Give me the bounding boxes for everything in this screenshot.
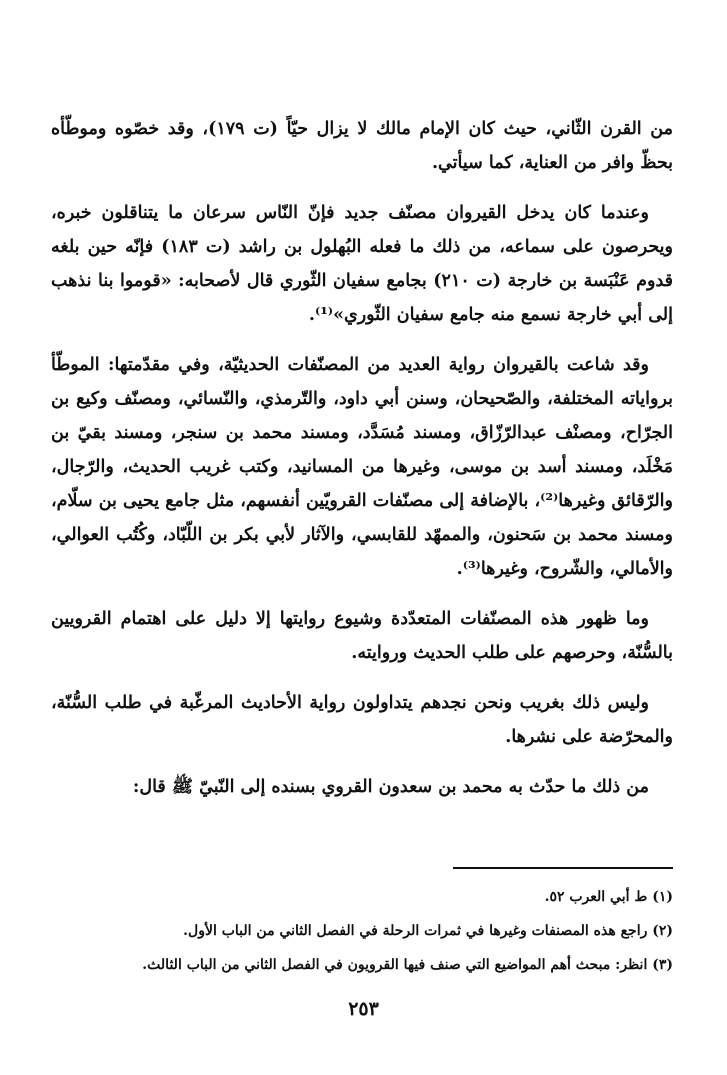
footnote-2: (٢) راجع هذه المصنفات وغيرها في ثمرات الرحلة في الفصل الثاني من الباب الأول.: [183, 923, 673, 939]
paragraph-6: من ذلك ما حدّث به محمد بن سعدون القروي بسنده إلى النّبيّ ﷺ قال:: [132, 777, 649, 797]
paragraph-2: وعندما كان يدخل القيروان مصنّف جديد فإنّ النّاس سرعان ما يتناقلون خبره، ويحرصون على سماعه، من ذلك ما فعله البُهلول بن راشد (ت ١٨٣) فإنّه حين بلغه قدوم عَنْبَسة بن خارجة (ت ٢١٠) بجامع سفيان الثّوري قال لأصحابه: «قوموا بنا نذهب إلى أبي خارجة نسمع منه جامع سفيان الثّوري»⁽¹⁾.: [51, 203, 673, 325]
paragraph-1: من القرن الثّاني، حيث كان الإمام مالك لا يزال حيّاً (ت ١٧٩)، وقد خصّوه وموطّأه بحظّ وافر من العناية، كما سيأتي.: [51, 119, 673, 173]
footnotes: [51, 880, 673, 982]
paragraph-3: وقد شاعت بالقيروان رواية العديد من المصنّفات الحديثيّة، وفي مقدّمتها: الموطّأ برواياته المختلفة، والصّحيحان، وسنن أبي داود، والتّرمذي، والنّسائي، ومصنّف وكيع بن الجرّاح، ومصنْف عبدالرّزّاق، ومسند مُسَدَّد، ومسند محمد بن سنجر، ومسند بقيّ بن مَخْلَد، ومسند أسد بن موسى، وغيرها من المسانيد، وكتب غريب الحديث، والرّجال، والرّقائق وغيرها⁽²⁾، بالإضافة إلى مصنّفات القرويّين أنفسهم، مثل جامع يحيى بن سلّام، ومسند محمد بن سَحنون، والممهّد للقابسي، والآثار لأبي بكر بن اللّبّاد، وكُتُب العوالي، والأمالي، والشّروح، وغيرها⁽³⁾.: [51, 355, 673, 579]
paragraph-4: وما ظهور هذه المصنّفات المتعدّدة وشيوع روايتها إلا دليل على اهتمام القرويين بالسُّنّة، وحرصهم على طلب الحديث وروايته.: [51, 609, 673, 663]
footnote-1: (١) ط أبي العرب ٥٢.: [544, 889, 673, 905]
footnote-3: (٣) انظر: مبحث أهم المواضيع التي صنف فيها القرويون في الفصل الثاني من الباب الثالث.: [142, 957, 673, 973]
main-text: [51, 112, 673, 820]
footnote-divider: [453, 867, 673, 869]
paragraph-5: وليس ذلك بغريب ونحن نجدهم يتداولون رواية الأحاديث المرغّبة في طلب السُّنّة، والمحرّضة على نشرها.: [51, 693, 673, 747]
page-number: ٢٥٣: [348, 998, 379, 1020]
